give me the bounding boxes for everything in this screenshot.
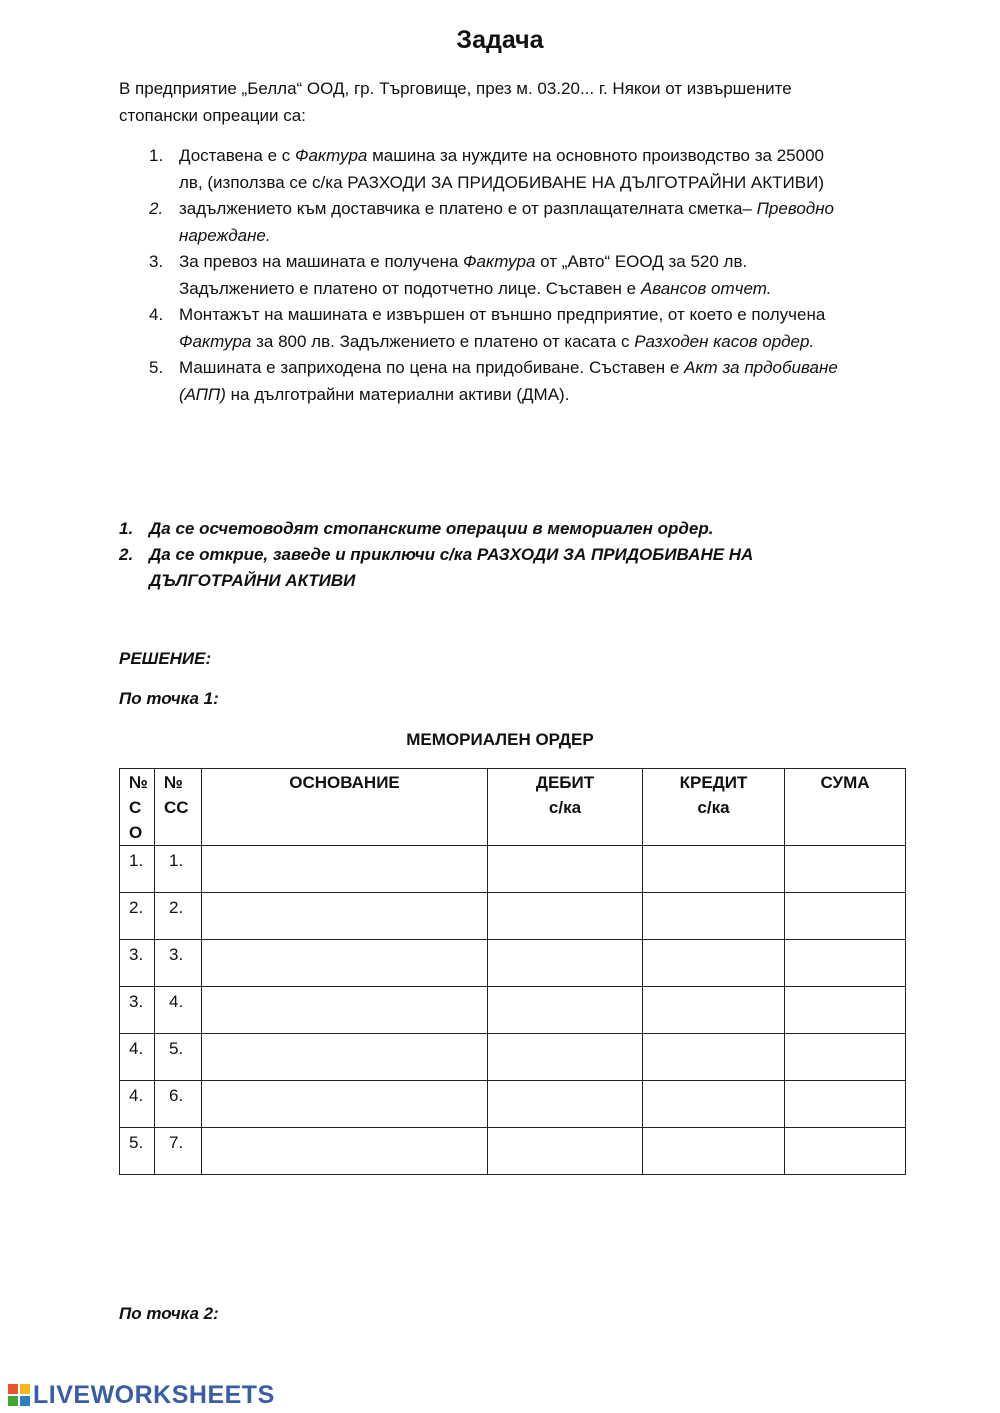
cell-amount[interactable]: [785, 893, 906, 940]
operation-number: 2.: [149, 199, 164, 218]
operation-item: [119, 143, 839, 196]
operation-text: Авансов отчет.: [640, 278, 772, 298]
header-amount-label: СУМА: [820, 773, 870, 792]
cell-debit[interactable]: [488, 940, 643, 987]
operation-item: [119, 302, 839, 355]
header-debit-line1: ДЕБИТ: [535, 773, 595, 792]
memorial-order-title: МЕМОРИАЛЕН ОРДЕР: [406, 730, 594, 749]
cell-debit[interactable]: [488, 893, 643, 940]
operation-text: За превоз на машината е получена: [179, 252, 464, 271]
header-debit: [488, 769, 643, 846]
operation-item: [119, 355, 839, 408]
operation-text: Фактура: [463, 252, 536, 271]
task-item: [119, 542, 819, 594]
header-no-so-line3: О: [129, 823, 143, 842]
operation-text: Разходен касов ордер.: [634, 331, 815, 351]
cell-no-so: 2.: [120, 893, 155, 940]
cell-no-so: 1.: [120, 846, 155, 893]
operation-text: Машината е заприходена по цена на придобиване. Съставен е: [179, 358, 684, 377]
table-row: [120, 846, 906, 893]
cell-no-so: 3.: [120, 987, 155, 1034]
operation-text: Фактура: [294, 146, 368, 165]
table-row: [120, 893, 906, 940]
table-row: [120, 940, 906, 987]
point2-label: По точка 2:: [119, 1304, 219, 1323]
cell-basis[interactable]: [202, 940, 488, 987]
task-item: [119, 516, 819, 542]
operations-list: [119, 143, 839, 408]
cell-debit[interactable]: [488, 1081, 643, 1128]
table-header-row: [120, 769, 906, 846]
cell-no-so: 4.: [120, 1081, 155, 1128]
liveworksheets-logo: [8, 1381, 275, 1409]
cell-basis[interactable]: [202, 987, 488, 1034]
cell-credit[interactable]: [643, 846, 785, 893]
cell-basis[interactable]: [202, 1034, 488, 1081]
cell-basis[interactable]: [202, 846, 488, 893]
cell-credit[interactable]: [643, 1081, 785, 1128]
header-no-ss-line1: №: [164, 773, 183, 792]
header-amount: [785, 769, 906, 846]
cell-no-ss: 6.: [155, 1081, 202, 1128]
cell-amount[interactable]: [785, 846, 906, 893]
logo-text: LIVEWORKSHEETS: [33, 1380, 275, 1409]
cell-debit[interactable]: [488, 987, 643, 1034]
cell-credit[interactable]: [643, 1034, 785, 1081]
intro-paragraph: В предприятие „Белла“ ООД, гр. Търговище, през м. 03.20... г. Някои от извършените стопански опреации са:: [119, 79, 792, 125]
cell-debit[interactable]: [488, 1128, 643, 1175]
cell-credit[interactable]: [643, 893, 785, 940]
header-no-ss-line2: СС: [164, 798, 189, 817]
header-credit-line2: с/ка: [697, 798, 730, 817]
header-no-ss: [155, 769, 202, 846]
header-no-so: [120, 769, 155, 846]
operation-number: 3.: [149, 252, 164, 271]
cell-no-so: 5.: [120, 1128, 155, 1175]
cell-no-ss: 4.: [155, 987, 202, 1034]
operation-text: на дълготрайни материални активи (ДМА).: [225, 384, 570, 404]
operation-number: 1.: [149, 146, 164, 165]
operation-number: 4.: [149, 305, 164, 324]
table-row: [120, 1128, 906, 1175]
cell-no-ss: 7.: [155, 1128, 202, 1175]
point1-label: По точка 1:: [119, 689, 219, 708]
header-credit: [643, 769, 785, 846]
header-no-so-line2: С: [129, 798, 142, 817]
cell-no-so: 3.: [120, 940, 155, 987]
operation-text: Преводно нареждане.: [179, 199, 834, 245]
operation-item: [119, 196, 839, 249]
cell-amount[interactable]: [785, 940, 906, 987]
cell-amount[interactable]: [785, 1128, 906, 1175]
operation-number: 5.: [149, 358, 164, 377]
operation-item: [119, 249, 839, 302]
cell-credit[interactable]: [643, 1128, 785, 1175]
cell-amount[interactable]: [785, 1034, 906, 1081]
cell-debit[interactable]: [488, 846, 643, 893]
page-title: Задача: [456, 26, 544, 54]
cell-basis[interactable]: [202, 893, 488, 940]
cell-credit[interactable]: [643, 987, 785, 1034]
logo-blocks-icon: [8, 1384, 30, 1406]
table-row: [120, 1034, 906, 1081]
operation-text: Доставена е с: [179, 146, 295, 165]
task-number: 2.: [119, 545, 134, 564]
header-basis: [202, 769, 488, 846]
operation-text: Фактура: [179, 331, 252, 351]
task-text: Да се открие, заведе и приключи с/ка РАЗХОДИ ЗА ПРИДОБИВАНЕ НА ДЪЛГОТРАЙНИ АКТИВИ: [149, 545, 754, 590]
table-row: [120, 1081, 906, 1128]
cell-no-ss: 1.: [155, 846, 202, 893]
cell-amount[interactable]: [785, 987, 906, 1034]
cell-no-ss: 5.: [155, 1034, 202, 1081]
cell-no-so: 4.: [120, 1034, 155, 1081]
operation-text: Акт за прдобиване (АПП): [179, 358, 838, 404]
task-text: Да се осчетоводят стопанските операции в мемориален ордер.: [149, 519, 714, 538]
operation-text: задължението към доставчика е платено е от разплащателната сметка–: [179, 199, 757, 218]
memorial-order-table: [119, 768, 906, 1175]
cell-no-ss: 2.: [155, 893, 202, 940]
header-no-so-line1: №: [129, 773, 148, 792]
cell-debit[interactable]: [488, 1034, 643, 1081]
operation-text: Монтажът на машината е извършен от външно предприятие, от което е получена: [179, 305, 826, 324]
header-credit-line1: КРЕДИТ: [679, 773, 748, 792]
solution-label: РЕШЕНИЕ:: [119, 649, 212, 668]
cell-amount[interactable]: [785, 1081, 906, 1128]
operation-text: машина за нуждите на основното производство за 25000 лв, (използва се с/ка РАЗХОДИ ЗА ПРИДОБИВАНЕ НА ДЪЛГОТРАЙНИ АКТИВИ): [179, 146, 824, 192]
cell-credit[interactable]: [643, 940, 785, 987]
cell-basis[interactable]: [202, 1081, 488, 1128]
tasks-list: [119, 516, 819, 594]
task-number: 1.: [119, 519, 134, 538]
operation-text: за 800 лв. Задължението е платено от касата с: [251, 331, 635, 351]
cell-basis[interactable]: [202, 1128, 488, 1175]
operation-text: от „Авто“ ЕООД за 520 лв. Задължението е платено от подотчетно лице. Съставен е: [179, 252, 748, 298]
header-basis-label: ОСНОВАНИЕ: [289, 773, 400, 792]
table-row: [120, 987, 906, 1034]
cell-no-ss: 3.: [155, 940, 202, 987]
header-debit-line2: с/ка: [548, 798, 582, 817]
